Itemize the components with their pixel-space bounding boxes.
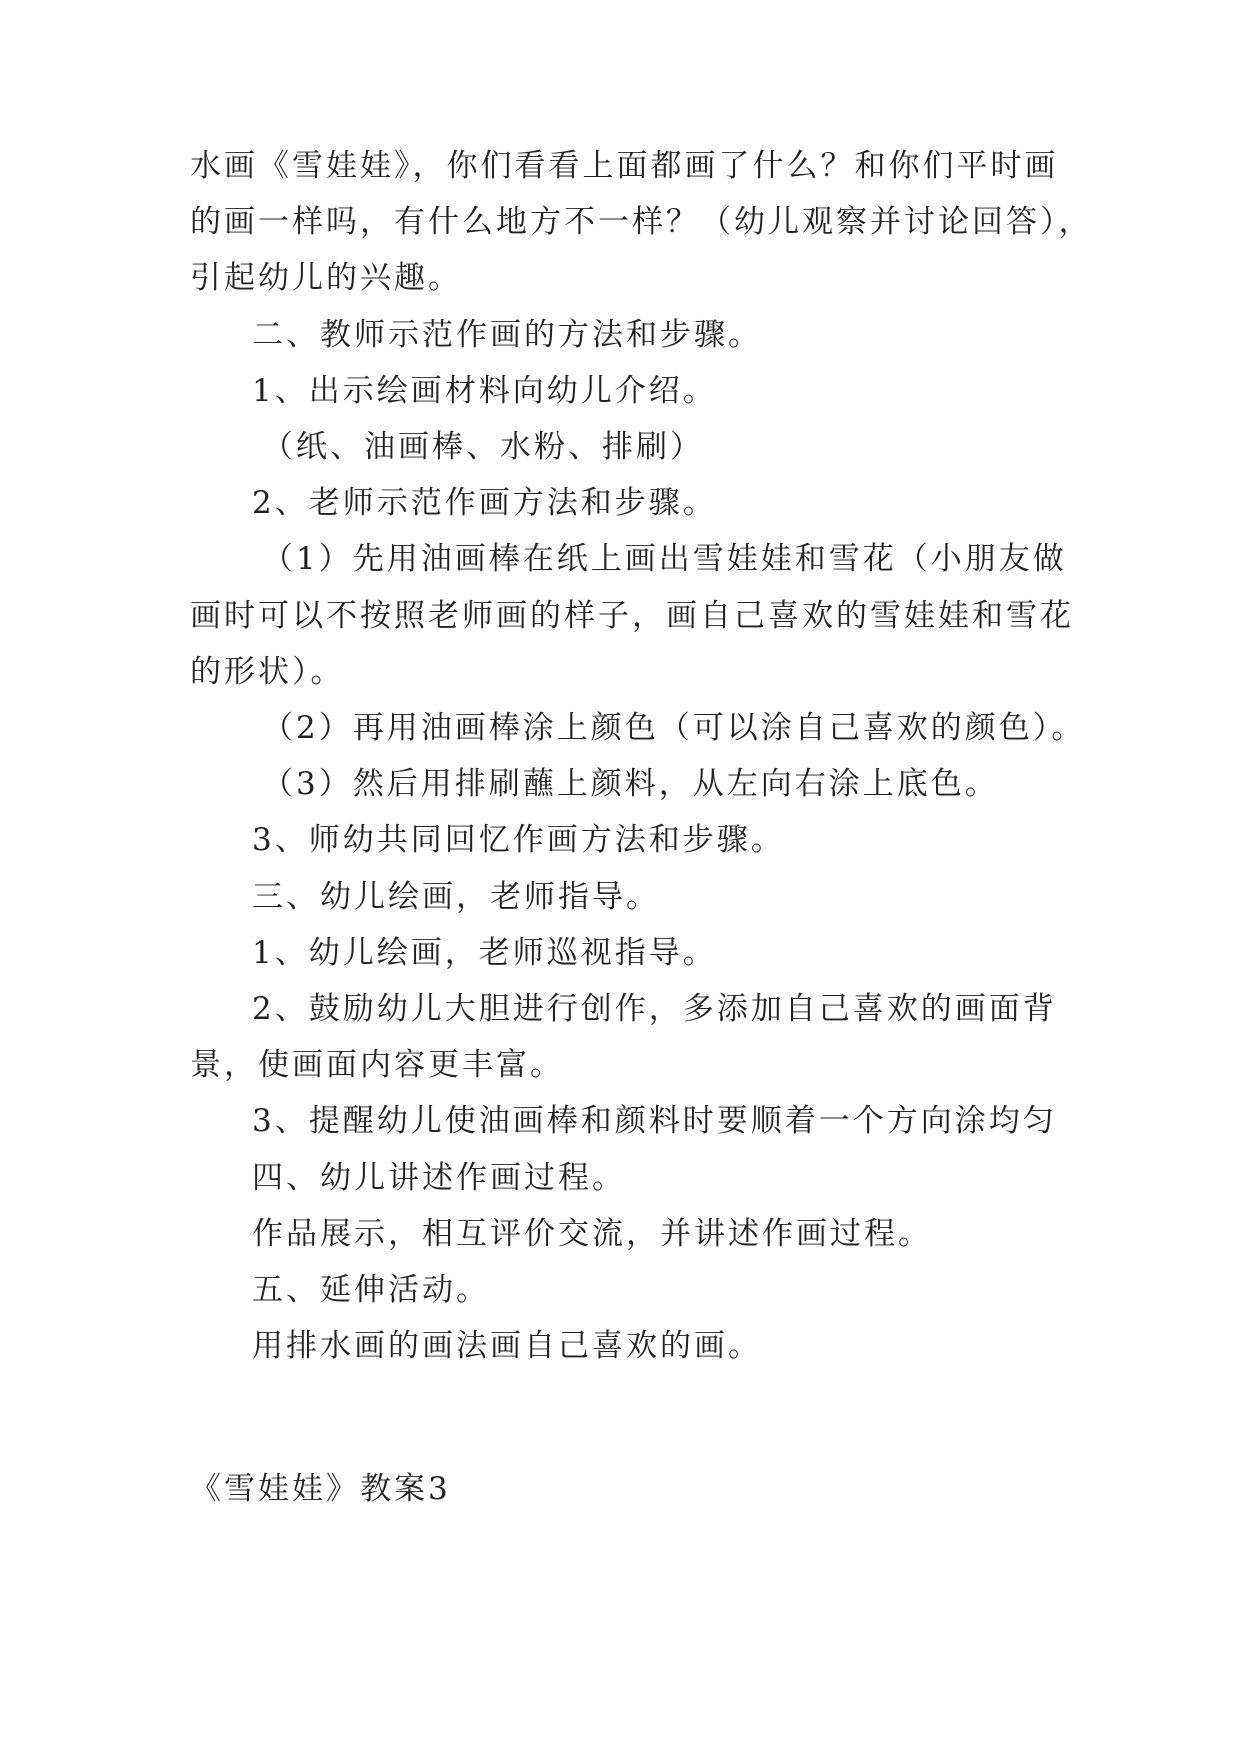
paragraph-line: （3）然后用排刷蘸上颜料，从左向右涂上底色。 xyxy=(262,766,999,802)
paragraph-line: 作品展示，相互评价交流，并讲述作画过程。 xyxy=(252,1216,932,1252)
paragraph-line: 二、教师示范作画的方法和步骤。 xyxy=(252,317,762,353)
paragraph-line: 2、老师示范作画方法和步骤。 xyxy=(252,485,717,521)
section-title: 《雪娃娃》教案3 xyxy=(190,1471,451,1507)
paragraph-line: 的画一样吗，有什么地方不一样？（幼儿观察并讨论回答）， xyxy=(190,204,1093,240)
paragraph-line: 四、幼儿讲述作画过程。 xyxy=(252,1160,626,1196)
paragraph-line: （纸、油画棒、水粉、排刷） xyxy=(262,429,704,465)
paragraph-line: 用排水画的画法画自己喜欢的画。 xyxy=(252,1328,762,1364)
paragraph-line: 画时可以不按照老师画的样子，画自己喜欢的雪娃娃和雪花 xyxy=(190,598,1074,634)
paragraph-line: 三、幼儿绘画，老师指导。 xyxy=(252,879,660,915)
paragraph-line: 的形状）。 xyxy=(190,654,345,690)
paragraph-line: 引起幼儿的兴趣。 xyxy=(190,260,462,296)
paragraph-line: 水画《雪娃娃》，你们看看上面都画了什么？和你们平时画 xyxy=(190,148,1059,184)
paragraph-line: 1、幼儿绘画，老师巡视指导。 xyxy=(252,935,717,971)
paragraph-line: （2）再用油画棒涂上颜色（可以涂自己喜欢的颜色）。 xyxy=(262,710,1086,746)
paragraph-line: 2、鼓励幼儿大胆进行创作，多添加自己喜欢的画面背 xyxy=(252,991,1057,1027)
paragraph-line: 1、出示绘画材料向幼儿介绍。 xyxy=(252,373,717,409)
paragraph-line: 3、师幼共同回忆作画方法和步骤。 xyxy=(252,822,785,858)
paragraph-line: 五、延伸活动。 xyxy=(252,1272,490,1308)
paragraph-line: （1）先用油画棒在纸上画出雪娃娃和雪花（小朋友做 xyxy=(262,541,1067,577)
paragraph-line: 3、提醒幼儿使油画棒和颜料时要顺着一个方向涂均匀 xyxy=(252,1103,1057,1139)
paragraph-line: 景，使画面内容更丰富。 xyxy=(190,1047,564,1083)
